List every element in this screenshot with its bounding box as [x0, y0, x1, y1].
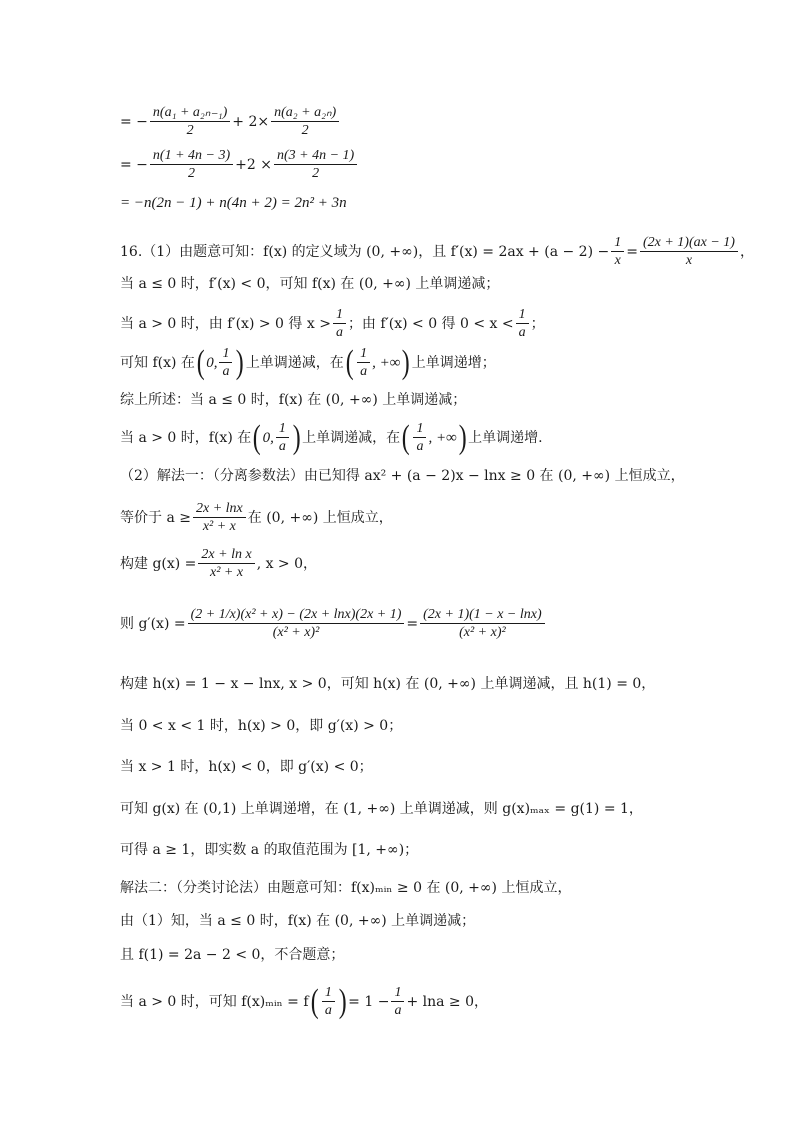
fraction: $\frac{(2x + 1)(ax - 1)}{x}$: [640, 234, 738, 269]
q16-line-3: 当 a > 0 时，由 f′(x) > 0 得 x > $\frac{1}{a}$ ；由 f′(x) < 0 得 0 < x < $\frac{1}{a}$ ；: [120, 307, 545, 340]
m2-line-2: 由（1）知，当 a ≤ 0 时，f(x) 在 (0, +∞) 上单调递减；: [120, 913, 476, 929]
p2-line-3: 构建 g(x) = $\frac{\text{2x + ln x}}{\text{x² + x}}$ , x > 0，: [120, 547, 318, 580]
m2-line-3: 且 f(1) = 2a − 2 < 0，不合题意；: [120, 947, 345, 963]
fraction: $\frac{1}{a}$: [276, 420, 289, 455]
p2-line-8: 可知 g(x) 在 (0,1) 上单调递增，在 (1, +∞) 上单调递减，则 g(x)ₘₐₓ = g(1) = 1，: [120, 801, 643, 817]
m2-line-1: 解法二：（分类讨论法）由题意可知：f(x)ₘᵢₙ ≥ 0 在 (0, +∞) 上恒成立，: [120, 880, 572, 896]
fraction: $\frac{\text{2x + ln x}}{\text{x² + x}}$: [198, 546, 254, 581]
fraction: $\frac{2x + \ln x}{\text{x² + x}}$: [193, 500, 246, 535]
fraction: $\frac{(2x + 1)(1 - x - \ln x)}{\text{(x² + x)²}}$: [420, 606, 545, 641]
p2-line-6: 当 0 < x < 1 时，h(x) > 0，即 g′(x) > 0；: [120, 718, 403, 734]
fraction: $\frac{1}{a}$: [413, 420, 426, 455]
q16-line-5: 综上所述：当 a ≤ 0 时，f(x) 在 (0, +∞) 上单调递减；: [120, 392, 467, 408]
fraction: $\frac{1}{a}$: [516, 306, 529, 341]
eq-line-2: = − $\frac{n(1 + 4n - 3)}{2}$ +2 × $\frac{n(3 + 4n - 1)}{2}$: [120, 147, 359, 182]
fraction: $\frac{n(1 + 4n - 3)}{2}$: [150, 147, 233, 182]
fraction: $\frac{n(3 + 4n - 1)}{2}$: [274, 147, 357, 182]
q16-line-6: 当 a > 0 时，f(x) 在 ( 0, $\frac{1}{a}$ ) 上单调递减，在 ( $\frac{1}{a}$ , +∞ ) 上单调递增.: [120, 418, 543, 456]
p2-line-2: 等价于 a ≥ $\frac{2x + \ln x}{\text{x² + x}}$ 在 (0, +∞) 上恒成立，: [120, 501, 393, 534]
eq-line-1: = − $\frac{\text{n(a₁ + a₂ₙ₋₁)}}{2}$ + 2× $\frac{\text{n(a₂ + a₂ₙ)}}{2}$: [120, 104, 341, 139]
fraction: $\frac{1}{a}$: [322, 984, 335, 1019]
fraction: $\frac{1}{x}$: [611, 234, 624, 269]
p2-line-9: 可得 a ≥ 1，即实数 a 的取值范围为 [1, +∞)；: [120, 842, 419, 858]
p2-line-1: （2）解法一：（分离参数法）由已知得 ax² + (a − 2)x − lnx ≥ 0 在 (0, +∞) 上恒成立，: [120, 468, 685, 484]
q16-line-1: 16.（1）由题意可知：f(x) 的定义域为 (0, +∞)，且 f′(x) = 2ax + (a − 2) − $\frac{1}{x}$ = $\frac{(2x + 1)(ax - 1)}{x}$ ，: [120, 235, 754, 268]
fraction: $\frac{\text{(2 + 1/x)(x² + x) − (2x + lnx)(2x + 1)}}{\text{(x² + x)²}}$: [188, 606, 405, 641]
q16-line-4: 可知 f(x) 在 ( 0, $\frac{1}{a}$ ) 上单调递减，在 ( $\frac{1}{a}$ , +∞ ) 上单调递增；: [120, 343, 496, 381]
p2-line-7: 当 x > 1 时，h(x) < 0，即 g′(x) < 0；: [120, 759, 373, 775]
fraction: $\frac{1}{a}$: [357, 345, 370, 380]
q16-line-2: 当 a ≤ 0 时，f′(x) < 0，可知 f(x) 在 (0, +∞) 上单调递减；: [120, 276, 500, 292]
fraction: $\frac{1}{a}$: [219, 345, 232, 380]
fraction: $\frac{1}{a}$: [333, 306, 346, 341]
p2-line-5: 构建 h(x) = 1 − x − lnx, x > 0，可知 h(x) 在 (0, +∞) 上单调递减，且 h(1) = 0，: [120, 676, 656, 692]
fraction: $\frac{1}{a}$: [391, 984, 404, 1019]
p2-line-4: 则 g′(x) = $\frac{\text{(2 + 1/x)(x² + x) − (2x + lnx)(2x + 1)}}{\text{(x² + x)²}}$ = $\frac{(2x + 1)(1 - x - \ln x)}{\text{(x² + x)²}}$: [120, 606, 547, 641]
eq-line-3: = −n(2n − 1) + n(4n + 2) = 2n² + 3n: [120, 195, 347, 211]
fraction: $\frac{\text{n(a₁ + a₂ₙ₋₁)}}{2}$: [150, 104, 230, 139]
fraction: $\frac{\text{n(a₂ + a₂ₙ)}}{2}$: [271, 104, 339, 139]
m2-line-4: 当 a > 0 时，可知 f(x)ₘᵢₙ = f ( $\frac{1}{a}$ ) = 1 − $\frac{1}{a}$ + lna ≥ 0，: [120, 982, 489, 1020]
